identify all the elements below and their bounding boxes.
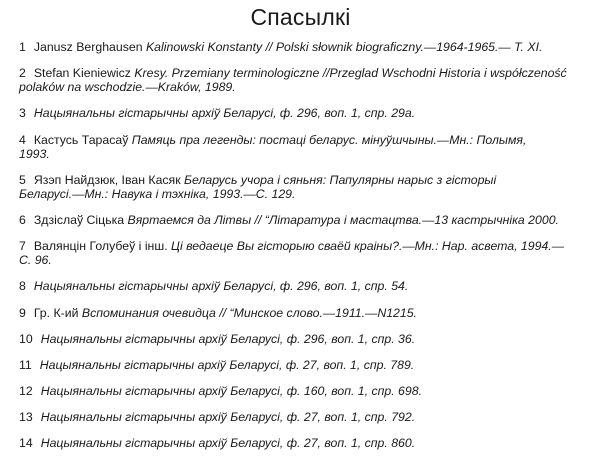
reference-line [19, 410, 591, 424]
reference-number: 5 [19, 172, 26, 187]
reference-author-text: Здзіслаў Сіцька [33, 212, 128, 227]
reference-item [19, 66, 591, 94]
reference-title-text: Kalinowski Konstanty // Polski słownik biograficzny.—1964-1965.— Т. XI. [145, 40, 543, 54]
reference-number: 9 [19, 305, 26, 320]
reference-title-text: Нацыянальны гістарычны архіў Беларусі, ф. 160, воп. 1, спр. 698. [40, 384, 422, 399]
reference-line [19, 80, 591, 94]
reference-line [19, 279, 591, 293]
reference-author-text: Язэп Найдзюк, Іван Касяк [33, 172, 185, 187]
reference-item [19, 213, 591, 227]
reference-title-text: Ці ведаеце Вы гісторыю сваёй краіны?.—Мн.: Нар. асвета, 1994.— [171, 239, 565, 254]
reference-item [19, 239, 591, 267]
reference-line [19, 253, 591, 267]
reference-number: 7 [19, 239, 26, 254]
reference-title-text: Беларусі.—Мн.: Навука і тэхніка, 1993.—С. 129. [19, 186, 296, 201]
reference-title-text: Нацыянальны гістарычны архіў Беларусі, ф. 296, воп. 1, спр. 36. [40, 331, 416, 346]
reference-title-text: Нацыянальны гістарычны архіў Беларусі, ф. 27, воп. 1, спр. 792. [40, 410, 416, 425]
reference-title-text: Нацыянальны гістарычны архіў Беларусі, ф. 27, воп. 1, спр. 789. [39, 357, 415, 372]
reference-author-text: Гр. К-ий [33, 305, 82, 320]
reference-line [19, 66, 591, 80]
reference-item [19, 410, 591, 424]
reference-line [19, 213, 591, 227]
reference-line [19, 147, 591, 161]
reference-number: 14 [19, 436, 33, 451]
reference-item [19, 133, 591, 161]
reference-title-text: С. 96. [19, 253, 52, 268]
reference-line [19, 332, 591, 346]
reference-line [19, 436, 591, 450]
reference-number: 4 [19, 132, 26, 147]
reference-author-text: Stefan Kieniewicz [33, 66, 135, 81]
reference-item [19, 279, 591, 293]
reference-number: 12 [19, 384, 33, 399]
reference-item [19, 306, 591, 320]
reference-title-text: Памяць пра легенды: постаці беларус. мінуўшчыны.—Мн.: Полымя, [131, 132, 527, 147]
reference-line [19, 173, 591, 187]
reference-number: 6 [19, 212, 26, 227]
reference-title-text: Вспоминания очевидца // “Минское слово.—1911.—N1215. [81, 305, 417, 320]
reference-number: 2 [19, 66, 26, 81]
reference-title-text: Вяртаемся да Літвы // “Літаратура і мастацтва.—13 кастрычніка 2000. [127, 212, 559, 227]
references-list [19, 40, 591, 463]
reference-item [19, 384, 591, 398]
reference-line [19, 187, 591, 201]
page-title: Спасылкі [250, 4, 351, 30]
reference-number: 8 [19, 279, 26, 294]
reference-item [19, 436, 591, 450]
reference-author-text: Кастусь Тарасаў [33, 132, 132, 147]
reference-title-text: 1993. [19, 146, 50, 161]
reference-line [19, 384, 591, 398]
reference-item [19, 40, 591, 54]
reference-line [19, 239, 591, 253]
reference-item [19, 106, 591, 120]
reference-line [19, 106, 591, 120]
reference-line [19, 306, 591, 320]
reference-number: 1 [19, 40, 26, 54]
reference-title-text: Нацыянальны гістарычны архіў Беларусі, ф. 296, воп. 1, спр. 54. [33, 279, 409, 294]
reference-number: 10 [19, 331, 33, 346]
reference-title-text: polaków na wschodzie.—Kraków, 1989. [19, 80, 236, 95]
reference-title-text: Kresy. Przemiany terminologiczne //Przeglad Wschodni Historia i współczeność [134, 66, 567, 81]
reference-author-text: Janusz Berghausen [33, 40, 146, 54]
reference-number: 3 [19, 106, 26, 121]
reference-item [19, 173, 591, 201]
reference-line [19, 133, 591, 147]
reference-line [19, 358, 591, 372]
reference-number: 11 [19, 357, 32, 372]
reference-title-text: Беларусь учора і сяньня: Папулярны нарыс з гісторыі [184, 172, 497, 187]
reference-title-text: Нацыянальны гістарычны архіў Беларусі, ф. 296, воп. 1, спр. 29а. [33, 106, 416, 121]
reference-line [19, 40, 591, 54]
reference-number: 13 [19, 410, 33, 425]
reference-item [19, 332, 591, 346]
reference-author-text: Валянцін Голубеў і інш. [33, 239, 172, 254]
reference-title-text: Нацыянальны гістарычны архіў Беларусі, ф. 27, воп. 1, спр. 860. [40, 436, 416, 451]
reference-item [19, 358, 591, 372]
